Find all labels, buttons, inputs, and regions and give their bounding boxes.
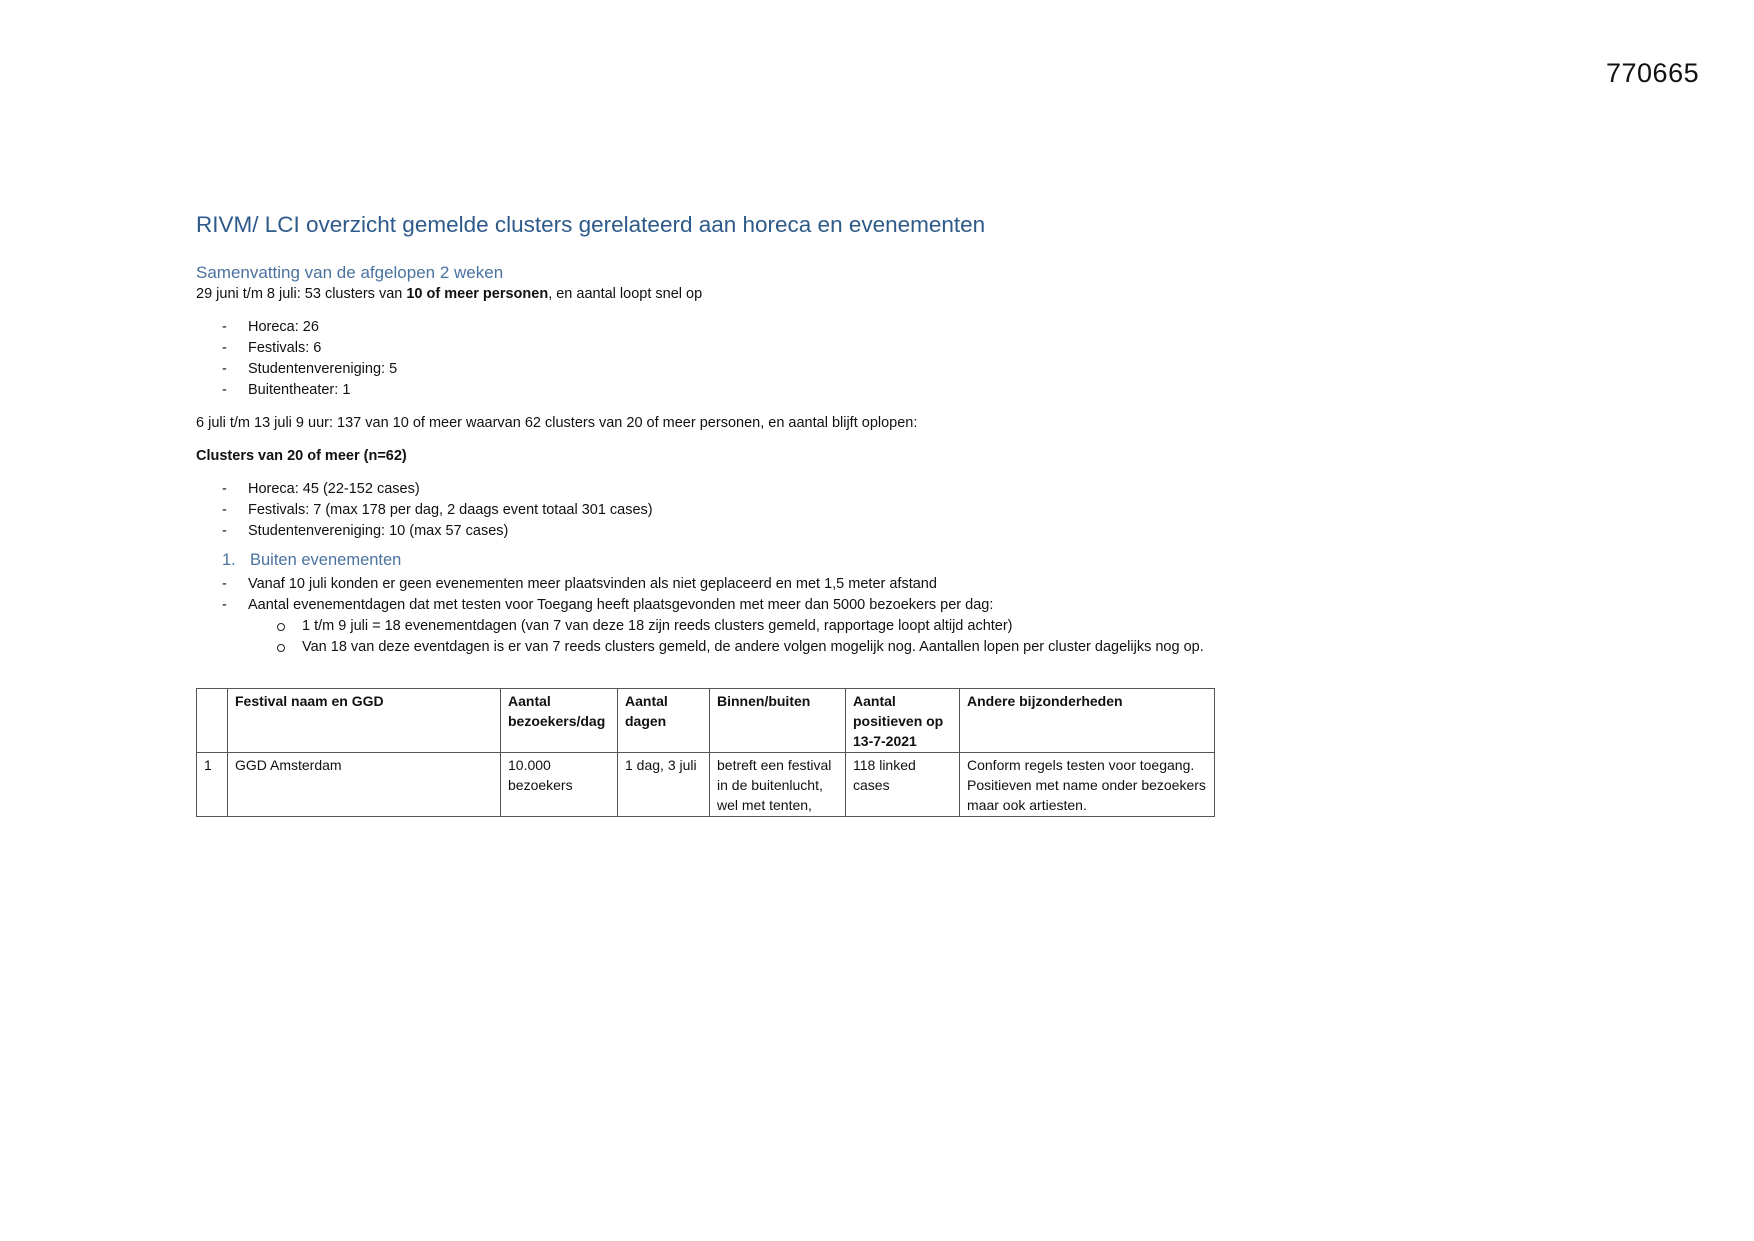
festival-table — [196, 688, 1215, 817]
table-header-cell: Aantal dagen — [618, 689, 710, 753]
table-header-row — [197, 689, 1215, 753]
table-row — [197, 753, 1215, 817]
list-item: - Studentenvereniging: 10 (max 57 cases) — [196, 521, 1576, 542]
table-header-cell: Aantal bezoekers/dag — [501, 689, 618, 753]
section1-heading — [222, 548, 1576, 572]
document-number: 770665 — [1606, 58, 1700, 88]
list-item: - Festivals: 7 (max 178 per dag, 2 daags event totaal 301 cases) — [196, 500, 1576, 521]
table-header-cell: Festival naam en GGD — [228, 689, 501, 753]
period1-bold: 10 of meer personen — [406, 286, 549, 302]
list-item: Van 18 van deze eventdagen is er van 7 reeds clusters gemeld, de andere volgen mogelijk nog. Aantallen lopen per cluster dagelijks nog op. — [196, 637, 1576, 658]
table-header-cell — [197, 689, 228, 753]
list-item: - Horeca: 26 — [196, 317, 1576, 338]
table-cell: 118 linked cases — [846, 753, 960, 817]
document-body — [196, 210, 1576, 817]
table-header-cell: Aantal positieven op 13-7-2021 — [846, 689, 960, 753]
list-item: - Aantal evenementdagen dat met testen voor Toegang heeft plaatsgevonden met meer dan 5000 bezoekers per dag: — [196, 595, 1576, 616]
list-item: - Horeca: 45 (22-152 cases) — [196, 479, 1576, 500]
section1-number: 1. — [222, 551, 236, 569]
table-cell: Conform regels testen voor toegang. Positieven met name onder bezoekers maar ook artiesten. — [960, 753, 1215, 817]
period1-line — [196, 284, 1576, 305]
period2-line: 6 juli t/m 13 juli 9 uur: 137 van 10 of meer waarvan 62 clusters van 20 of meer personen, en aantal blijft oplopen: — [196, 415, 918, 431]
period1-prefix: 29 juni t/m 8 juli: 53 clusters van — [196, 286, 407, 302]
period1-list — [196, 317, 1576, 401]
clusters20-list — [196, 479, 1576, 542]
section1-bullets — [196, 574, 1576, 616]
period1-suffix: , en aantal loopt snel op — [548, 286, 703, 302]
table-cell: betreft een festival in de buitenlucht, wel met tenten, — [710, 753, 846, 817]
table-cell: 10.000 bezoekers — [501, 753, 618, 817]
clusters20-heading: Clusters van 20 of meer (n=62) — [196, 448, 407, 464]
table-cell: GGD Amsterdam — [228, 753, 501, 817]
table-cell: 1 dag, 3 juli — [618, 753, 710, 817]
list-item: 1 t/m 9 juli = 18 evenementdagen (van 7 van deze 18 zijn reeds clusters gemeld, rapportage loopt altijd achter) — [196, 616, 1576, 637]
list-item: - Studentenvereniging: 5 — [196, 359, 1576, 380]
table-cell: 1 — [197, 753, 228, 817]
section1-title: Buiten evenementen — [250, 551, 402, 569]
table-header-cell: Andere bijzonderheden — [960, 689, 1215, 753]
table-header-cell: Binnen/buiten — [710, 689, 846, 753]
list-item: - Buitentheater: 1 — [196, 380, 1576, 401]
section1-subbullets — [196, 616, 1576, 658]
document-title: RIVM/ LCI overzicht gemelde clusters gerelateerd aan horeca en evenementen — [196, 212, 986, 237]
list-item: - Vanaf 10 juli konden er geen evenementen meer plaatsvinden als niet geplaceerd en met 1,5 meter afstand — [196, 574, 1576, 595]
list-item: - Festivals: 6 — [196, 338, 1576, 359]
summary-heading: Samenvatting van de afgelopen 2 weken — [196, 263, 504, 282]
